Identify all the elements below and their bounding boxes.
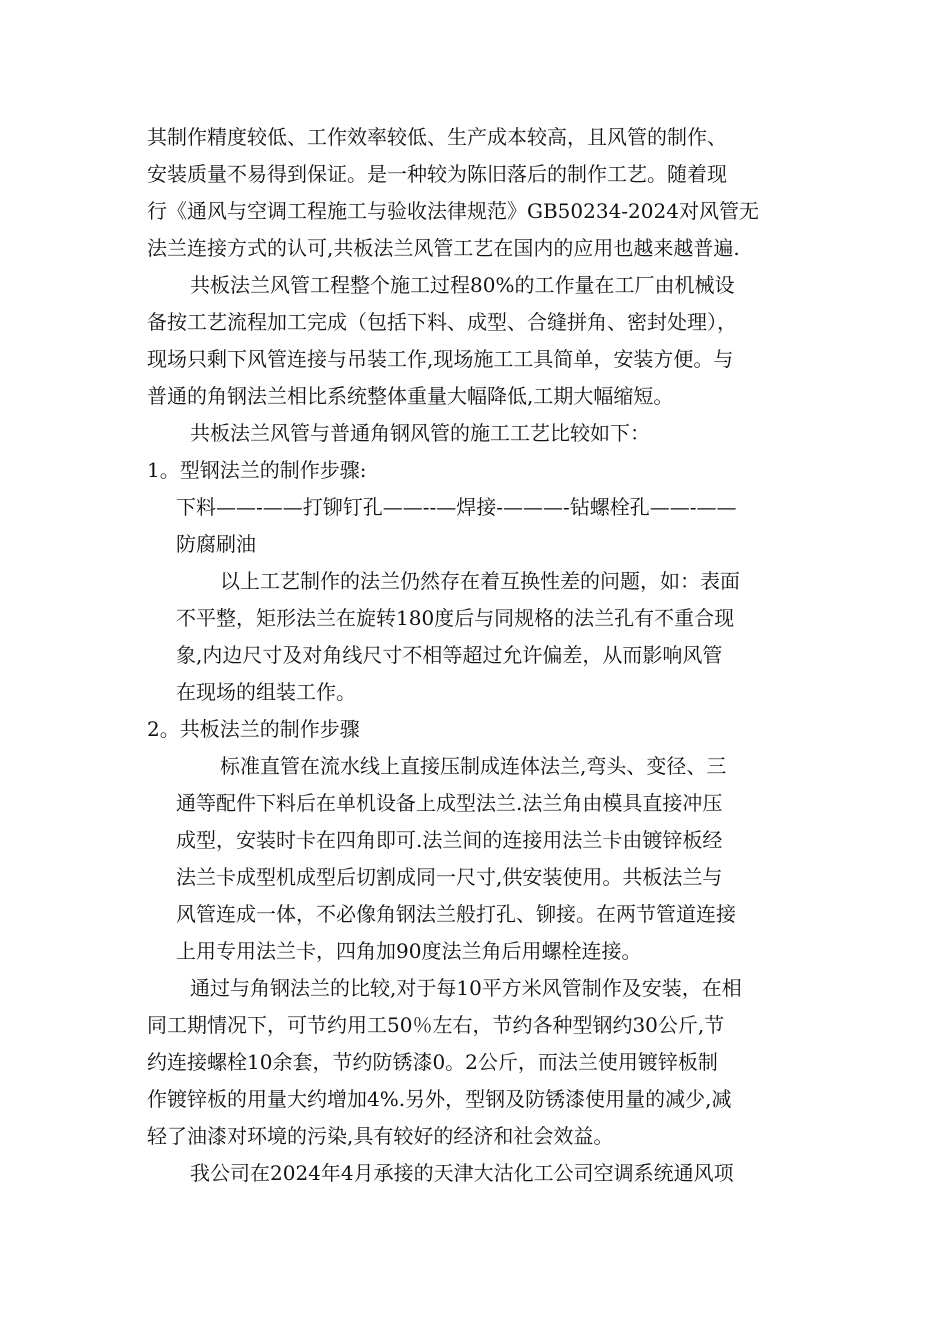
text-line: 法兰连接方式的认可,共板法兰风管工艺在国内的应用也越来越普遍. [147, 236, 740, 260]
text-line: 成型，安装时卡在四角即可.法兰间的连接用法兰卡由镀锌板经 [176, 828, 723, 852]
text-line: 标准直管在流水线上直接压制成连体法兰,弯头、变径、三 [220, 754, 727, 778]
text-line: 以上工艺制作的法兰仍然存在着互换性差的问题，如：表面 [220, 569, 740, 593]
text-line: 通等配件下料后在单机设备上成型法兰.法兰角由模具直接冲压 [176, 791, 723, 815]
text-line: 在现场的组装工作。 [176, 680, 356, 704]
text-line: 备按工艺流程加工完成（包括下料、成型、合缝拼角、密封处理）， [147, 310, 737, 334]
text-line: 共板法兰风管与普通角钢风管的施工工艺比较如下： [190, 421, 650, 445]
text-line: 下料——-——打铆钉孔——--—焊接-———-钻螺栓孔——-—— [176, 495, 737, 519]
text-line: 共板法兰风管工程整个施工过程80%的工作量在工厂由机械设 [190, 273, 735, 297]
text-line: 2。共板法兰的制作步骤 [147, 717, 360, 741]
text-line: 轻了油漆对环境的污染,具有较好的经济和社会效益。 [147, 1124, 614, 1148]
text-line: 安装质量不易得到保证。是一种较为陈旧落后的制作工艺。随着现 [147, 162, 727, 186]
text-line: 通过与角钢法兰的比较,对于每10平方米风管制作及安装，在相 [190, 976, 742, 1000]
text-line: 现场只剩下风管连接与吊装工作,现场施工工具简单，安装方便。与 [147, 347, 734, 371]
text-line: 行《通风与空调工程施工与验收法律规范》GB50234-2024对风管无 [147, 199, 759, 223]
text-line: 防腐刷油 [176, 532, 256, 556]
text-line: 法兰卡成型机成型后切割成同一尺寸,供安装使用。共板法兰与 [176, 865, 723, 889]
text-line: 上用专用法兰卡，四角加90度法兰角后用螺栓连接。 [176, 939, 642, 963]
text-line: 风管连成一体，不必像角钢法兰般打孔、铆接。在两节管道连接 [176, 902, 736, 926]
text-line: 作镀锌板的用量大约增加4%.另外，型钢及防锈漆使用量的减少,减 [147, 1087, 732, 1111]
text-line: 约连接螺栓10余套，节约防锈漆0。2公斤，而法兰使用镀锌板制 [147, 1050, 718, 1074]
text-line: 象,内边尺寸及对角线尺寸不相等超过允许偏差，从而影响风管 [176, 643, 723, 667]
text-line: 同工期情况下，可节约用工50％左右，节约各种型钢约30公斤,节 [147, 1013, 725, 1037]
text-line: 普通的角钢法兰相比系统整体重量大幅降低,工期大幅缩短。 [147, 384, 674, 408]
text-line: 不平整，矩形法兰在旋转180度后与同规格的法兰孔有不重合现 [176, 606, 735, 630]
text-line: 其制作精度较低、工作效率较低、生产成本较高，且风管的制作、 [147, 125, 727, 149]
text-line: 1。型钢法兰的制作步骤: [147, 458, 367, 482]
text-line: 我公司在2024年4月承接的天津大沽化工公司空调系统通风项 [190, 1161, 734, 1185]
